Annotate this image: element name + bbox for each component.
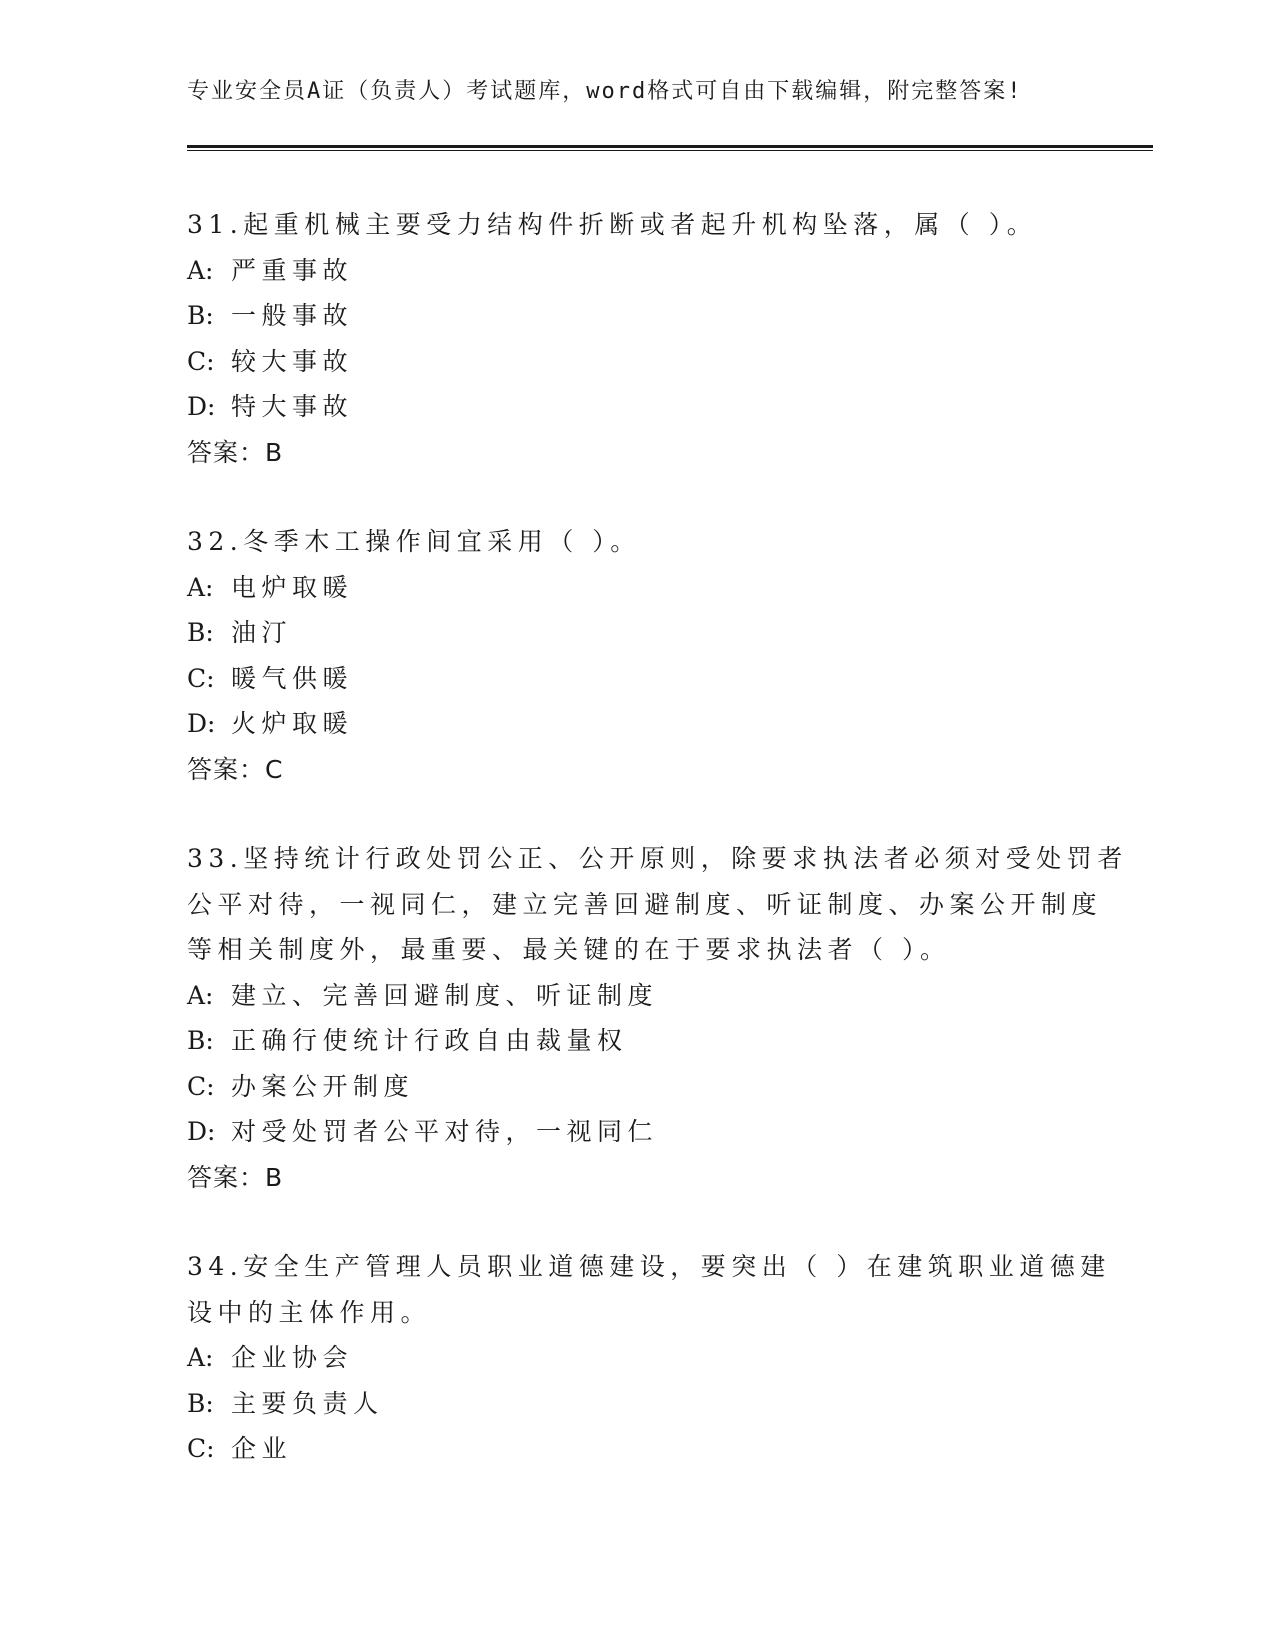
- question-34: [187, 1244, 1111, 1472]
- question-stem: 公平对待，一视同仁，建立完善回避制度、听证制度、办案公开制度: [187, 889, 1103, 919]
- option-b: [187, 293, 1087, 339]
- header-divider-thick: [187, 145, 1153, 148]
- option-letter: B:: [187, 618, 214, 647]
- option-d: [187, 384, 1087, 430]
- option-c: [187, 1064, 1087, 1110]
- option-letter: A:: [187, 572, 214, 602]
- option-letter: A:: [187, 980, 214, 1010]
- question-list: [187, 202, 1128, 1516]
- question-33: [187, 836, 1128, 1200]
- question-32: [187, 519, 1087, 792]
- option-text: 严重事故: [231, 255, 354, 285]
- option-text: 对受处罚者公平对待，一视同仁: [231, 1117, 659, 1146]
- header-divider-thin: [187, 150, 1153, 151]
- option-letter: D:: [187, 1117, 216, 1146]
- option-letter: C:: [187, 1434, 215, 1463]
- option-d: [187, 1109, 1087, 1155]
- question-31: [187, 202, 1087, 475]
- option-text: 企业协会: [231, 1343, 354, 1372]
- option-text: 电炉取暖: [231, 572, 354, 602]
- question-stem: 32.冬季木工操作间宜采用（ ）。: [187, 527, 641, 556]
- answer-line: 答案：C: [187, 754, 284, 784]
- option-b: [187, 1018, 1087, 1064]
- option-letter: A:: [187, 1343, 214, 1372]
- option-text: 企业: [231, 1434, 293, 1463]
- option-text: 建立、完善回避制度、听证制度: [231, 980, 659, 1010]
- option-text: 火炉取暖: [231, 709, 354, 738]
- answer-line: 答案：B: [187, 437, 284, 467]
- question-stem: 33.坚持统计行政处罚公正、公开原则，除要求执法者必须对受处罚者: [187, 844, 1128, 873]
- option-c: [187, 656, 1087, 702]
- question-stem: 等相关制度外，最重要、最关键的在于要求执法者（ ）。: [187, 935, 951, 964]
- option-text: 主要负责人: [231, 1388, 384, 1418]
- option-letter: C:: [187, 663, 215, 693]
- option-text: 暖气供暖: [231, 663, 354, 693]
- option-text: 特大事故: [231, 392, 354, 421]
- option-c: [187, 1426, 1087, 1472]
- option-letter: B:: [187, 1388, 214, 1418]
- option-d: [187, 701, 1087, 747]
- option-letter: A:: [187, 255, 214, 285]
- option-a: [187, 973, 1087, 1019]
- question-stem: 设中的主体作用。: [187, 1297, 432, 1327]
- option-text: 正确行使统计行政自由裁量权: [231, 1026, 628, 1055]
- option-letter: B:: [187, 301, 214, 330]
- option-letter: D:: [187, 709, 216, 738]
- option-letter: C:: [187, 346, 215, 376]
- option-letter: B:: [187, 1026, 214, 1055]
- option-c: [187, 339, 1087, 385]
- option-text: 油汀: [231, 618, 293, 647]
- option-letter: C:: [187, 1071, 215, 1101]
- option-a: [187, 565, 1087, 611]
- option-text: 一般事故: [231, 301, 354, 330]
- option-b: [187, 610, 1087, 656]
- question-stem: 31.起重机械主要受力结构件折断或者起升机构坠落，属（ ）。: [187, 210, 1038, 239]
- option-text: 较大事故: [231, 346, 354, 376]
- option-b: [187, 1381, 1087, 1427]
- question-stem: 34.安全生产管理人员职业道德建设，要突出（ ）在建筑职业道德建: [187, 1252, 1111, 1281]
- option-text: 办案公开制度: [231, 1071, 415, 1101]
- answer-line: 答案：B: [187, 1162, 284, 1192]
- option-a: [187, 1335, 1087, 1381]
- page-header-title: 专业安全员A证（负责人）考试题库，word格式可自由下载编辑，附完整答案!: [187, 79, 1023, 104]
- option-letter: D:: [187, 392, 216, 421]
- option-a: [187, 248, 1087, 294]
